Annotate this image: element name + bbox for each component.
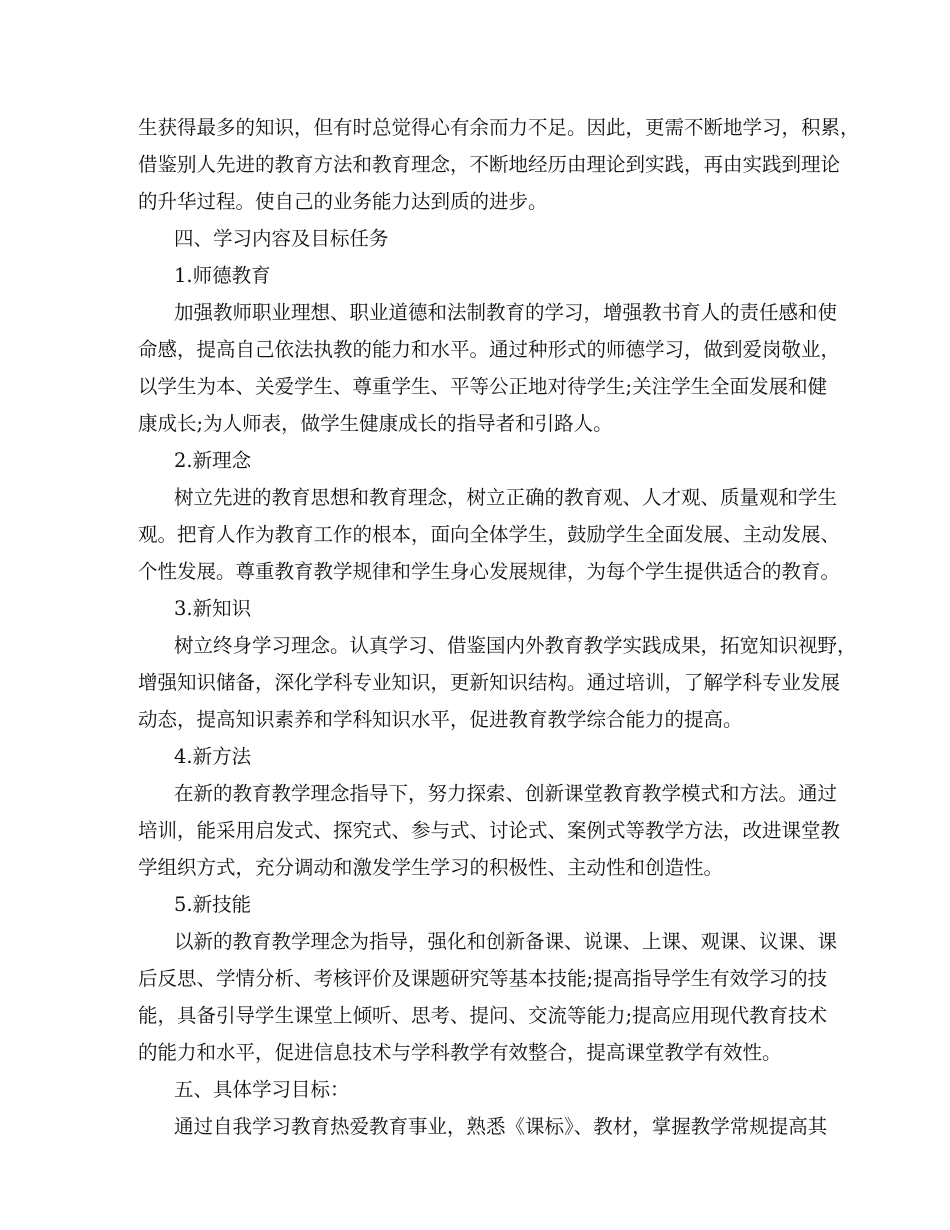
- text-line: 借鉴别人先进的教育方法和教育理念，不断地经历由理论到实践，再由实践到理论: [138, 153, 841, 176]
- text-line: 通过自我学习教育热爱教育事业，熟悉《课标》、教材，掌握教学常规提高其: [174, 1115, 828, 1138]
- text-line: 后反思、学情分析、考核评价及课题研究等基本技能;提高指导学生有效学习的技: [138, 967, 828, 990]
- text-line: 以学生为本、关爱学生、尊重学生、平等公正地对待学生;关注学生全面发展和健: [138, 375, 828, 398]
- section-heading: 四、学习内容及目标任务: [174, 227, 389, 250]
- subsection-heading: 1.师德教育: [174, 264, 271, 287]
- subsection-heading: 4.新方法: [174, 745, 252, 768]
- text-line: 树立终身学习理念。认真学习、借鉴国内外教育教学实践成果，拓宽知识视野，: [174, 634, 857, 657]
- section-heading: 五、具体学习目标：: [174, 1078, 350, 1101]
- text-line: 命感，提高自己依法执教的能力和水平。通过种形式的师德学习，做到爱岗敬业，: [138, 338, 841, 361]
- text-line: 的能力和水平，促进信息技术与学科教学有效整合，提高课堂教学有效性。: [138, 1041, 782, 1064]
- text-line: 以新的教育教学理念为指导，强化和创新备课、说课、上课、观课、议课、课: [174, 930, 838, 953]
- text-line: 增强知识储备，深化学科专业知识，更新知识结构。通过培训，了解学科专业发展: [138, 671, 841, 694]
- text-line: 学组织方式，充分调动和激发学生学习的积极性、主动性和创造性。: [138, 856, 724, 879]
- text-line: 生获得最多的知识，但有时总觉得心有余而力不足。因此，更需不断地学习，积累，: [138, 116, 860, 139]
- subsection-heading: 3.新知识: [174, 597, 252, 620]
- text-line: 加强教师职业理想、职业道德和法制教育的学习，增强教书育人的责任感和使: [174, 301, 838, 324]
- subsection-heading: 5.新技能: [174, 893, 252, 916]
- text-line: 个性发展。尊重教育教学规律和学生身心发展规律，为每个学生提供适合的教育。: [138, 560, 841, 583]
- text-line: 树立先进的教育思想和教育理念，树立正确的教育观、人才观、质量观和学生: [174, 486, 838, 509]
- text-line: 培训，能采用启发式、探究式、参与式、讨论式、案例式等教学方法，改进课堂教: [138, 819, 841, 842]
- text-line: 动态，提高知识素养和学科知识水平，促进教育教学综合能力的提高。: [138, 708, 743, 731]
- text-line: 康成长;为人师表，做学生健康成长的指导者和引路人。: [138, 412, 613, 435]
- text-line: 能，具备引导学生课堂上倾听、思考、提问、交流等能力;提高应用现代教育技术: [138, 1004, 828, 1027]
- text-line: 在新的教育教学理念指导下，努力探索、创新课堂教育教学模式和方法。通过: [174, 782, 838, 805]
- text-line: 的升华过程。使自己的业务能力达到质的进步。: [138, 190, 548, 213]
- subsection-heading: 2.新理念: [174, 449, 252, 472]
- text-line: 观。把育人作为教育工作的根本，面向全体学生，鼓励学生全面发展、主动发展、: [138, 523, 841, 546]
